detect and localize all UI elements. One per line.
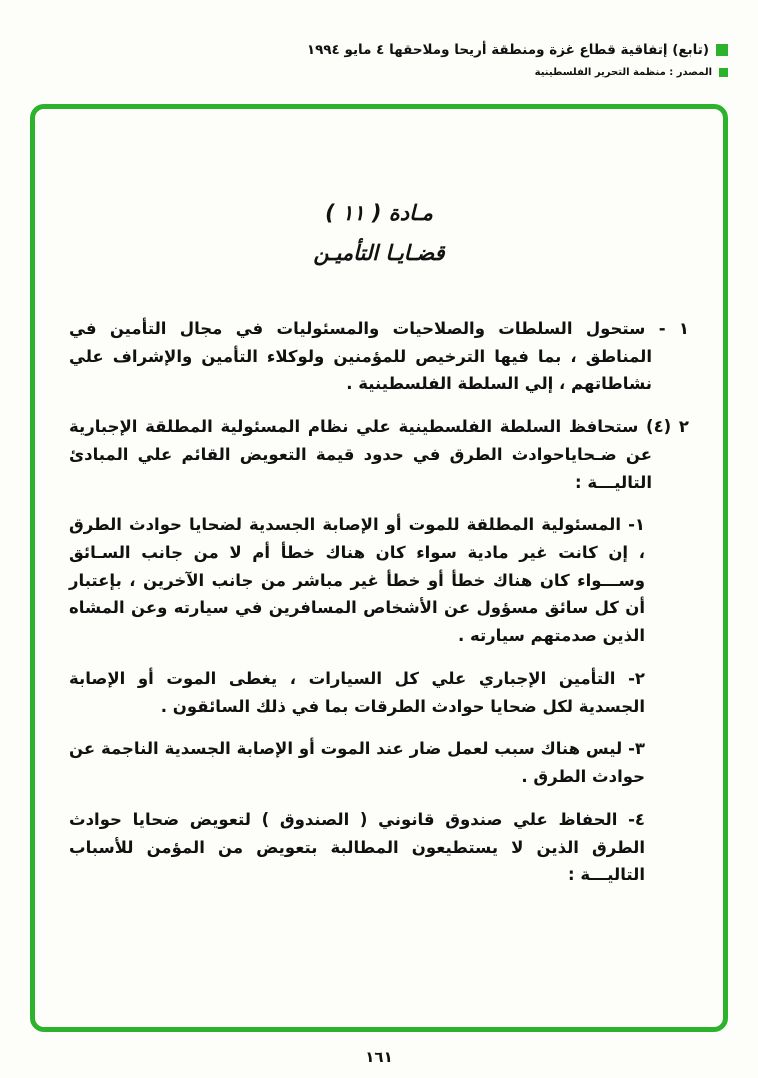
paragraph-1-text: ستحول السلطات والصلاحيات والمسئوليات في مجال التأمين في المناطق ، بما فيها الترخيص للمؤمنين ولوكلاء التأمين والإشراف علي نشاطاتهم ، إلي السلطة الفلسطينية . bbox=[69, 319, 652, 394]
sub-item-4-text: الحفاظ علي صندوق قانوني ( الصندوق ) لتعويض ضحايا حوادث الطرق الذين لا يستطيعون المطالبة بتعويض من المؤمن للأسباب التاليـــة : bbox=[69, 809, 645, 885]
article-body bbox=[69, 315, 689, 889]
paragraph-2-number: ٢ (٤) bbox=[646, 417, 689, 437]
sub-item-3 bbox=[69, 735, 645, 790]
green-square-icon bbox=[719, 68, 728, 77]
sub-item-1 bbox=[69, 511, 645, 650]
sub-item-2-number: ٢- bbox=[628, 668, 645, 688]
sub-item-3-text: ليس هناك سبب لعمل ضار عند الموت أو الإصابة الجسدية الناجمة عن حوادث الطرق . bbox=[69, 739, 645, 787]
sub-item-4 bbox=[69, 806, 645, 889]
sub-item-2-text: التأمين الإجباري علي كل السيارات ، يغطى الموت أو الإصابة الجسدية لكل ضحايا حوادث الطرقات بما في ذلك السائقون . bbox=[69, 668, 645, 716]
sub-item-2 bbox=[69, 665, 645, 720]
article-title: مـادة ( ١١ ) bbox=[325, 201, 433, 225]
sub-item-1-number: ١- bbox=[628, 515, 645, 535]
paragraph-2-text: ستحافظ السلطة الفلسطينية علي نظام المسئولية المطلقة الإجبارية عن ضـحاياحوادث الطرق في حدود قيمة التعويض القائم علي المبادئ التاليـــة : bbox=[69, 417, 652, 492]
sub-item-4-number: ٤- bbox=[628, 809, 645, 829]
header-source-row bbox=[307, 67, 728, 78]
document-footer bbox=[0, 1047, 758, 1066]
page-number: ١٦١ bbox=[365, 1048, 393, 1066]
header-source: المصدر : منظمة التحرير الفلسطينية bbox=[534, 67, 712, 78]
document-header bbox=[307, 42, 728, 78]
green-square-icon bbox=[716, 44, 728, 56]
article-subtitle: قضـايـا التأميـن bbox=[313, 241, 445, 265]
header-title-row bbox=[307, 42, 728, 58]
sub-item-3-number: ٣- bbox=[628, 739, 645, 759]
sub-item-1-text: المسئولية المطلقة للموت أو الإصابة الجسدية لضحايا حوادث الطرق ، إن كانت غير مادية سواء كان هناك خطأ أم لا من جانب السـائق وســـواء كان هناك خطأ أو خطأ غير مباشر من جانب الآخرين ، بإعتبار أن كل سائق مسؤول عن الأشخاص المسافرين في سيارته وعن المشاه الذين صدمتهم سيارته . bbox=[69, 515, 645, 646]
header-title: (تابع) إتفاقية قطاع غزة ومنطقة أريحا وملاحقها ٤ مايو ١٩٩٤ bbox=[306, 42, 709, 58]
content-frame bbox=[30, 104, 728, 1032]
paragraph-1-number: ١ - bbox=[658, 319, 689, 338]
paragraph-2 bbox=[69, 413, 689, 496]
paragraph-1 bbox=[69, 315, 689, 398]
